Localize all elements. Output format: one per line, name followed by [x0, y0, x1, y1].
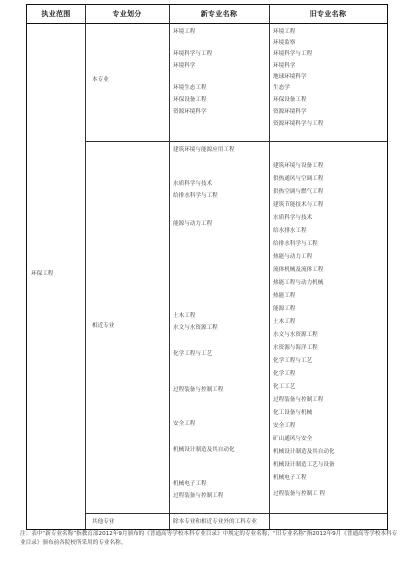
old-major: 环境工程 — [273, 29, 296, 35]
majors-table — [26, 4, 388, 530]
old-major: 水文与水资源工程 — [273, 332, 318, 338]
old-major: 机械电子工程 — [273, 475, 307, 481]
new-major: 机械电子工程 — [173, 481, 207, 487]
old-major: 供热通风与空调工程 — [273, 176, 324, 182]
new-major: 能源与动力工程 — [173, 221, 213, 227]
col-divider — [85, 5, 86, 529]
old-major: 能源工程 — [273, 306, 296, 312]
category-cell: 其他专业 — [92, 519, 115, 525]
old-major: 过程装备与控制工 程 — [273, 491, 326, 497]
old-major: 流体机械及流体工程 — [273, 267, 324, 273]
old-major: 环境监察 — [273, 40, 296, 46]
scope-cell: 环保工程 — [31, 271, 54, 277]
header-new-name: 新专业名称 — [200, 10, 238, 18]
old-major: 供热空调与燃气工程 — [273, 189, 324, 195]
old-major: 过程装备与控制工程 — [273, 397, 324, 403]
old-major: 热能与动力工程 — [273, 254, 313, 260]
col-divider — [169, 5, 170, 529]
new-major: 资源环境科学 — [173, 109, 207, 115]
old-major: 矿山通风与安全 — [273, 436, 313, 442]
old-major: 地球环境科学 — [273, 74, 307, 80]
header-scope: 执业范围 — [41, 10, 71, 18]
new-major: 过程装备与控制工程 — [173, 387, 224, 393]
old-major: 化工工艺 — [273, 384, 296, 390]
category-cell: 本专业 — [92, 77, 109, 83]
new-major: 环境生态工程 — [173, 85, 207, 91]
old-major: 环保设备工程 — [273, 97, 307, 103]
old-major: 土木工程 — [273, 319, 296, 325]
old-major: 化学工程与工艺 — [273, 358, 313, 364]
header-category: 专业划分 — [112, 10, 142, 18]
new-major: 机械设计制造及其自动化 — [173, 447, 235, 453]
category-cell: 相近专业 — [92, 323, 115, 329]
new-major: 给排水科学与工程 — [173, 193, 218, 199]
old-major: 建筑节能技术与工程 — [273, 202, 324, 208]
footnote: 注：表中“新专业名称”指教育部2012年9月颁布的《普通高等学校本科专业目录》中规定的专业名称；“旧专业名称”指2012年9月《普通高等学校本科专业目录》颁布前各院校所采用的专业名称。 — [20, 531, 398, 546]
new-major: 化学工程与工艺 — [173, 351, 213, 357]
new-major: 环境科学 — [173, 63, 196, 69]
new-major: 安全工程 — [173, 421, 196, 427]
old-major: 资源环境科学 — [273, 109, 307, 115]
old-major: 机械设计制造工艺与设备 — [273, 462, 335, 468]
new-major: 环保设备工程 — [173, 97, 207, 103]
new-major: 水质科学与技术 — [173, 181, 213, 187]
row-divider — [85, 141, 387, 142]
old-major: 热能工程 — [273, 293, 296, 299]
old-major: 化工设备与机械 — [273, 410, 313, 416]
old-major: 生态学 — [273, 85, 290, 91]
col-divider — [269, 5, 270, 529]
old-major: 环境科学与工程 — [273, 51, 313, 57]
old-major: 环境科学 — [273, 63, 296, 69]
old-major: 安全工程 — [273, 423, 296, 429]
new-major: 过程装备与控制工程 — [173, 493, 224, 499]
old-major: 水资源与海洋工程 — [273, 345, 318, 351]
table-header-row — [27, 5, 387, 24]
row-divider — [85, 513, 387, 514]
old-major: 机械设计制造及其自动化 — [273, 449, 335, 455]
new-major: 水文与水资源工程 — [173, 325, 218, 331]
old-major: 热能工程与动力机械 — [273, 280, 324, 286]
other-major: 除本专业和相近专业外的工科专业 — [173, 519, 257, 525]
old-major: 给排水科学与工程 — [273, 241, 318, 247]
old-major: 建筑环境与设备工程 — [273, 163, 324, 169]
header-old-name: 旧专业名称 — [309, 10, 347, 18]
new-major: 土木工程 — [173, 313, 196, 319]
old-major: 化学工程 — [273, 371, 296, 377]
old-major: 给水排水工程 — [273, 228, 307, 234]
new-major: 环境科学与工程 — [173, 51, 213, 57]
new-major: 环境工程 — [173, 29, 196, 35]
old-major: 水质科学与技术 — [273, 215, 313, 221]
old-major: 资源环境科学与工程 — [273, 121, 324, 127]
new-major: 建筑环境与能源应用工程 — [173, 147, 235, 153]
